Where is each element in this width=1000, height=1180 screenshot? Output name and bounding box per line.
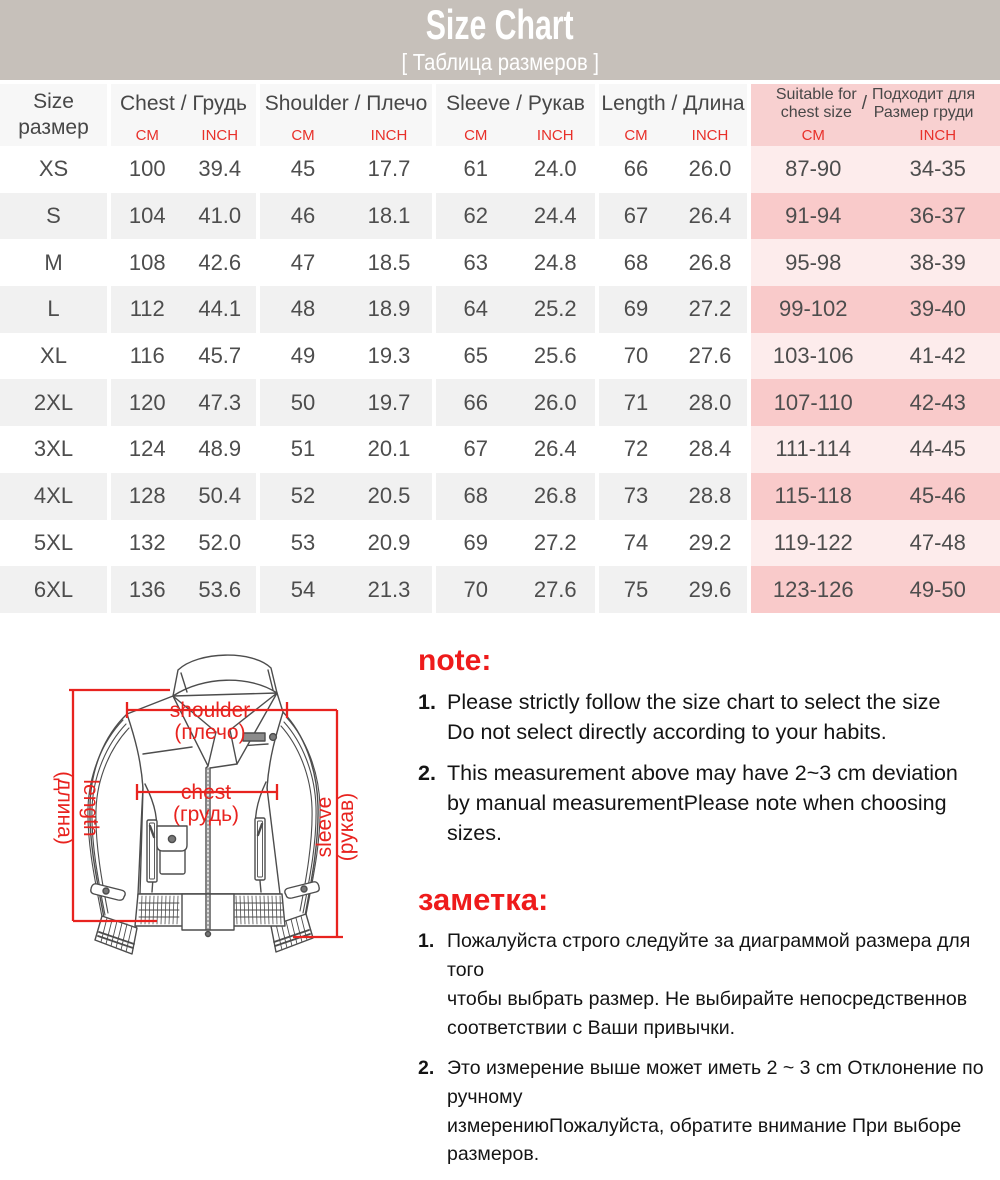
note-number: 1.: [418, 687, 447, 747]
note-item: [418, 758, 996, 848]
cell-value: 21.3: [346, 566, 432, 613]
cell-value: 24.8: [516, 239, 596, 286]
subheader-inch: INCH: [673, 124, 747, 146]
cell-value: 26.4: [673, 193, 747, 240]
cell-value: 17.7: [346, 146, 432, 193]
note-number: 2.: [418, 758, 447, 848]
cell-value: 63: [436, 239, 516, 286]
note-item: [418, 687, 996, 747]
page-title: Size Chart: [426, 4, 574, 47]
header-size: [0, 84, 107, 146]
cell-value: 26.0: [516, 379, 596, 426]
cell-value: 19.3: [346, 333, 432, 380]
cell-size: 2XL: [0, 379, 107, 426]
cell-value: 18.9: [346, 286, 432, 333]
subheader-inch: INCH: [516, 124, 596, 146]
cell-value: 26.4: [516, 426, 596, 473]
note-number: 1.: [418, 927, 447, 1042]
cell-value: 112: [111, 286, 184, 333]
jacket-diagram: [40, 640, 410, 1000]
note-line: чтобы выбрать размер. Не выбирайте непосредственнов: [447, 988, 967, 1010]
header-group-4: [751, 84, 1000, 124]
note-line: Пожалуйста строго следуйте за диаграммой размера для того: [447, 930, 970, 981]
note-line: by manual measurementPlease note when choosing sizes.: [447, 791, 947, 845]
cell-size: 4XL: [0, 473, 107, 520]
subheader-cm: CM: [260, 124, 346, 146]
chest-label-ru: (грудь): [173, 803, 239, 826]
cell-value: 51: [260, 426, 346, 473]
note-line: Это измерение выше может иметь 2 ~ 3 cm Отклонение по ручному: [447, 1057, 984, 1108]
note-text: [447, 1054, 996, 1169]
subheader-inch: INCH: [184, 124, 257, 146]
cell-size: 6XL: [0, 566, 107, 613]
subheader-cm: CM: [436, 124, 516, 146]
cell-value: 20.9: [346, 520, 432, 567]
cell-value: 39-40: [876, 286, 1000, 333]
cell-value: 52.0: [184, 520, 257, 567]
notes-section: [418, 644, 996, 1180]
cell-value: 29.2: [673, 520, 747, 567]
note-text: [447, 927, 996, 1042]
cell-value: 69: [436, 520, 516, 567]
cell-value: 71: [599, 379, 673, 426]
cell-value: 24.4: [516, 193, 596, 240]
size-table: [0, 84, 1000, 613]
header-group-0: Chest / Грудь: [111, 84, 256, 124]
cell-value: 124: [111, 426, 184, 473]
subheader-cm: CM: [599, 124, 673, 146]
header-group-3: Length / Длина: [599, 84, 747, 124]
cell-value: 62: [436, 193, 516, 240]
cell-value: 120: [111, 379, 184, 426]
cell-value: 38-39: [876, 239, 1000, 286]
note-heading-en: note:: [418, 644, 996, 678]
cell-value: 52: [260, 473, 346, 520]
cell-value: 115-118: [751, 473, 876, 520]
cell-value: 28.8: [673, 473, 747, 520]
cell-value: 47: [260, 239, 346, 286]
cell-value: 107-110: [751, 379, 876, 426]
sleeve-label-en: sleeve: [313, 797, 336, 858]
cell-value: 67: [436, 426, 516, 473]
length-label-ru: (длина): [53, 771, 76, 845]
notes-ru-list: [418, 927, 996, 1169]
cell-value: 45: [260, 146, 346, 193]
cell-value: 20.1: [346, 426, 432, 473]
shoulder-label-ru: (плечо): [174, 721, 245, 744]
header-group-2: Sleeve / Рукав: [436, 84, 595, 124]
cell-value: 18.5: [346, 239, 432, 286]
cell-value: 49: [260, 333, 346, 380]
cell-value: 53: [260, 520, 346, 567]
cell-value: 44.1: [184, 286, 257, 333]
cell-value: 65: [436, 333, 516, 380]
cell-value: 48: [260, 286, 346, 333]
note-text: [447, 758, 996, 848]
cell-value: 42-43: [876, 379, 1000, 426]
cell-value: 66: [436, 379, 516, 426]
cell-size: M: [0, 239, 107, 286]
cell-value: 50: [260, 379, 346, 426]
cell-value: 54: [260, 566, 346, 613]
notes-en-list: [418, 687, 996, 848]
note-item: [418, 927, 996, 1042]
cell-value: 41.0: [184, 193, 257, 240]
cell-size: XS: [0, 146, 107, 193]
cell-size: XL: [0, 333, 107, 380]
note-line: соответствии с Ваши привычки.: [447, 1017, 735, 1039]
note-text: [447, 687, 941, 747]
cell-value: 67: [599, 193, 673, 240]
cell-value: 47.3: [184, 379, 257, 426]
sleeve-label-ru: (рукав): [335, 793, 358, 861]
header-group-text: Подходит для Размер груди: [872, 86, 975, 122]
cell-size: 3XL: [0, 426, 107, 473]
cell-value: 69: [599, 286, 673, 333]
cell-value: 70: [599, 333, 673, 380]
cell-size: L: [0, 286, 107, 333]
note-heading-ru: заметка:: [418, 882, 996, 918]
note-line: Please strictly follow the size chart to select the size: [447, 690, 941, 714]
length-label-en: length: [79, 779, 102, 836]
cell-value: 25.2: [516, 286, 596, 333]
cell-value: 68: [599, 239, 673, 286]
cell-size: S: [0, 193, 107, 240]
note-line: This measurement above may have 2~3 cm deviation: [447, 761, 958, 785]
cell-value: 108: [111, 239, 184, 286]
cell-value: 44-45: [876, 426, 1000, 473]
note-line: Do not select directly according to your habits.: [447, 720, 887, 744]
cell-value: 34-35: [876, 146, 1000, 193]
cell-value: 27.2: [516, 520, 596, 567]
cell-value: 61: [436, 146, 516, 193]
cell-value: 68: [436, 473, 516, 520]
cell-value: 26.0: [673, 146, 747, 193]
banner: [0, 0, 1000, 80]
cell-value: 123-126: [751, 566, 876, 613]
header-group-1: Shoulder / Плечо: [260, 84, 432, 124]
cell-value: 74: [599, 520, 673, 567]
cell-value: 70: [436, 566, 516, 613]
cell-value: 45-46: [876, 473, 1000, 520]
cell-value: 25.6: [516, 333, 596, 380]
subheader-cm: CM: [111, 124, 184, 146]
cell-value: 39.4: [184, 146, 257, 193]
cell-value: 19.7: [346, 379, 432, 426]
shoulder-label-en: shoulder: [170, 699, 251, 722]
note-item: [418, 1054, 996, 1169]
cell-value: 72: [599, 426, 673, 473]
note-number: 2.: [418, 1054, 447, 1169]
cell-value: 103-106: [751, 333, 876, 380]
cell-value: 41-42: [876, 333, 1000, 380]
cell-value: 91-94: [751, 193, 876, 240]
subheader-inch: INCH: [876, 124, 1000, 146]
cell-value: 119-122: [751, 520, 876, 567]
cell-value: 136: [111, 566, 184, 613]
cell-value: 100: [111, 146, 184, 193]
cell-value: 64: [436, 286, 516, 333]
cell-value: 28.4: [673, 426, 747, 473]
cell-value: 111-114: [751, 426, 876, 473]
cell-value: 42.6: [184, 239, 257, 286]
note-line: измерениюПожалуйста, обратите внимание При выборе размеров.: [447, 1115, 961, 1166]
cell-value: 66: [599, 146, 673, 193]
header-group-text: Suitable for chest size: [776, 86, 857, 122]
cell-value: 27.6: [673, 333, 747, 380]
cell-value: 95-98: [751, 239, 876, 286]
cell-value: 99-102: [751, 286, 876, 333]
page-subtitle: [ Таблица размеров ]: [401, 49, 598, 76]
cell-value: 132: [111, 520, 184, 567]
cell-value: 53.6: [184, 566, 257, 613]
subheader-inch: INCH: [346, 124, 432, 146]
cell-value: 26.8: [516, 473, 596, 520]
cell-value: 27.2: [673, 286, 747, 333]
cell-value: 27.6: [516, 566, 596, 613]
subheader-cm: CM: [751, 124, 876, 146]
cell-value: 49-50: [876, 566, 1000, 613]
cell-value: 18.1: [346, 193, 432, 240]
cell-value: 116: [111, 333, 184, 380]
cell-value: 20.5: [346, 473, 432, 520]
chest-label-en: chest: [181, 781, 231, 804]
cell-value: 48.9: [184, 426, 257, 473]
cell-value: 29.6: [673, 566, 747, 613]
cell-value: 28.0: [673, 379, 747, 426]
cell-value: 46: [260, 193, 346, 240]
header-group-text: /: [862, 93, 867, 114]
cell-value: 128: [111, 473, 184, 520]
cell-value: 87-90: [751, 146, 876, 193]
cell-size: 5XL: [0, 520, 107, 567]
cell-value: 45.7: [184, 333, 257, 380]
cell-value: 26.8: [673, 239, 747, 286]
header-size-line: размер: [18, 115, 89, 141]
cell-value: 73: [599, 473, 673, 520]
cell-value: 75: [599, 566, 673, 613]
cell-value: 36-37: [876, 193, 1000, 240]
cell-value: 50.4: [184, 473, 257, 520]
cell-value: 24.0: [516, 146, 596, 193]
cell-value: 47-48: [876, 520, 1000, 567]
header-size-line: Size: [33, 89, 74, 115]
cell-value: 104: [111, 193, 184, 240]
